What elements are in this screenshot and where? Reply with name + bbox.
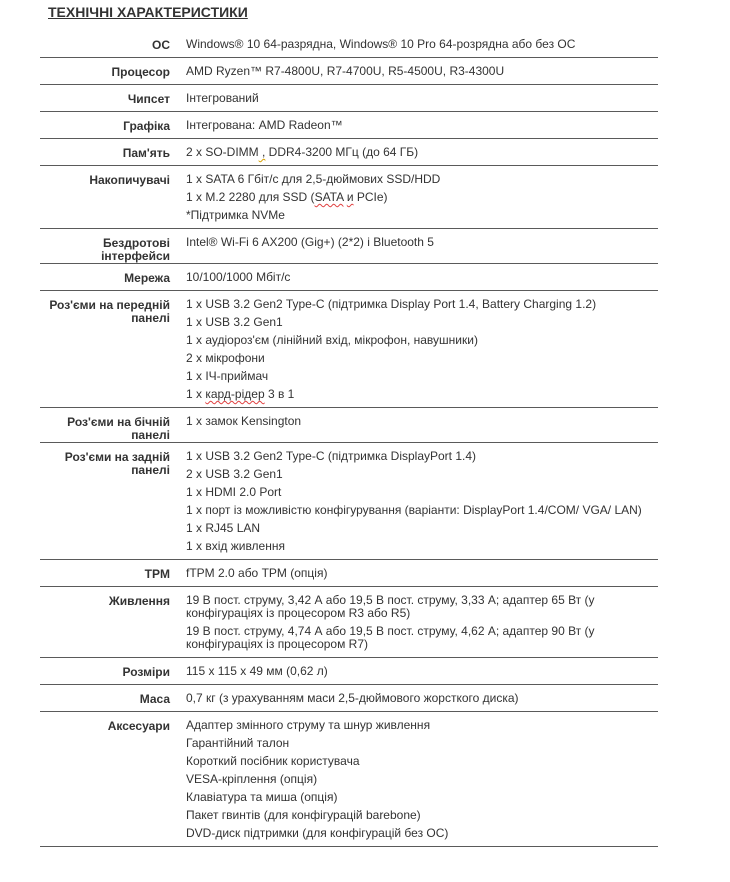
spec-value-line: 1 x RJ45 LAN <box>186 521 261 535</box>
spec-value-line: 1 x ІЧ-приймач <box>186 369 269 383</box>
spec-value <box>170 264 658 291</box>
spec-row <box>40 112 658 139</box>
spec-value-line: 1 x порт із можливістю конфігурування (варіанти: DisplayPort 1.4/COM/ VGA/ LAN) <box>186 503 642 517</box>
spec-value-line: 1 x кард-рідер 3 в 1 <box>186 387 295 401</box>
spellcheck-mark: и <box>346 190 354 204</box>
spec-label: Накопичувачі <box>89 173 170 187</box>
spec-value <box>170 166 658 229</box>
specs-table <box>40 31 658 847</box>
spec-value <box>170 58 658 85</box>
spec-value-line: Гарантійний талон <box>186 736 290 750</box>
spec-value-line: 1 x замок Kensington <box>186 414 302 428</box>
spec-row <box>40 712 658 847</box>
spec-value-line: 115 x 115 x 49 мм (0,62 л) <box>186 664 328 678</box>
specs-table-body <box>40 31 658 847</box>
spec-value-line: 1 x M.2 2280 для SSD (SATA и PCIe) <box>186 190 388 204</box>
spec-value-line: Пакет гвинтів (для конфігурацій barebone) <box>186 808 421 822</box>
spellcheck-mark: кард-рідер <box>205 387 265 401</box>
spec-label: Розміри <box>122 665 170 679</box>
spec-value-line: 0,7 кг (з урахуванням маси 2,5-дюймового жорсткого диска) <box>186 691 519 705</box>
spec-value-line: 1 x вхід живлення <box>186 539 285 553</box>
spec-label: ОС <box>152 38 170 52</box>
spec-value <box>170 31 658 58</box>
spec-value <box>170 85 658 112</box>
spec-row <box>40 229 658 264</box>
spec-value <box>170 229 658 264</box>
spec-value-line: *Підтримка NVMe <box>186 208 285 222</box>
grammar-mark: , <box>258 145 266 159</box>
spec-row <box>40 58 658 85</box>
spec-value-line: DVD-диск підтримки (для конфігурацій без ОС) <box>186 826 449 840</box>
spec-value-line: AMD Ryzen™ R7-4800U, R7-4700U, R5-4500U, R3-4300U <box>186 64 505 78</box>
spec-value <box>170 139 658 166</box>
spec-value-line: 2 x мікрофони <box>186 351 265 365</box>
spec-row <box>40 264 658 291</box>
spec-value-line: 1 x аудіороз'єм (лінійний вхід, мікрофон, навушники) <box>186 333 478 347</box>
spec-label: Графіка <box>123 119 170 133</box>
spec-label: Роз'єми на бічній панелі <box>67 415 170 442</box>
spec-row <box>40 85 658 112</box>
spec-row <box>40 31 658 58</box>
spec-label: Маса <box>139 692 170 706</box>
spec-value <box>170 291 658 408</box>
section-title: ТЕХНІЧНІ ХАРАКТЕРИСТИКИ <box>48 4 248 20</box>
spec-value-line: VESA-кріплення (опція) <box>186 772 318 786</box>
spec-row <box>40 443 658 560</box>
spec-value-line: 1 x USB 3.2 Gen1 <box>186 315 283 329</box>
spec-value <box>170 443 658 560</box>
spec-label: Пам'ять <box>122 146 170 160</box>
spec-row <box>40 166 658 229</box>
spec-value-line: 19 В пост. струму, 3,42 А або 19,5 В пост. струму, 3,33 А; адаптер 65 Вт (у конфігураціях із процесором R3 або R5) <box>186 593 595 620</box>
spec-label: Процесор <box>111 65 170 79</box>
spec-value-line: 2 x SO-DIMM , DDR4-3200 МГц (до 64 ГБ) <box>186 145 419 159</box>
spec-value-line: 2 x USB 3.2 Gen1 <box>186 467 283 481</box>
spec-row <box>40 291 658 408</box>
spec-value-line: 1 x USB 3.2 Gen2 Type-C (підтримка DisplayPort 1.4) <box>186 449 477 463</box>
spec-label: Живлення <box>108 594 170 608</box>
spec-label: Роз'єми на задній панелі <box>64 450 170 477</box>
spec-row <box>40 139 658 166</box>
spellcheck-mark: SATA <box>314 190 344 204</box>
spec-value-line: Клавіатура та миша (опція) <box>186 790 338 804</box>
spec-value <box>170 408 658 443</box>
spec-row <box>40 587 658 658</box>
spec-label: TPM <box>144 567 170 581</box>
spec-value-line: Короткий посібник користувача <box>186 754 360 768</box>
spec-label: Чипсет <box>127 92 170 106</box>
spec-value-line: Адаптер змінного струму та шнур живлення <box>186 718 431 732</box>
spec-row <box>40 560 658 587</box>
spec-value-line: 1 x SATA 6 Гбіт/с для 2,5-дюймових SSD/HDD <box>186 172 441 186</box>
spec-value-line: Інтегрована: AMD Radeon™ <box>186 118 343 132</box>
spec-value-line: Інтегрований <box>186 91 259 105</box>
spec-row <box>40 658 658 685</box>
spec-value-line: 10/100/1000 Мбіт/с <box>186 270 291 284</box>
spec-row <box>40 685 658 712</box>
spec-value <box>170 112 658 139</box>
spec-value <box>170 587 658 658</box>
spec-value-line: fTPM 2.0 або TPM (опція) <box>186 566 328 580</box>
spec-label: Мережа <box>124 271 170 285</box>
spec-value <box>170 560 658 587</box>
spec-label: Бездротові інтерфейси <box>101 236 170 263</box>
spec-value <box>170 658 658 685</box>
spec-value-line: 19 В пост. струму, 4,74 А або 19,5 В пост. струму, 4,62 А; адаптер 90 Вт (у конфігураціях із процесором R7) <box>186 624 595 651</box>
spec-row <box>40 408 658 443</box>
spec-value-line: Intel® Wi-Fi 6 AX200 (Gig+) (2*2) і Bluetooth 5 <box>186 235 434 249</box>
spec-value <box>170 712 658 847</box>
spec-value-line: 1 x USB 3.2 Gen2 Type-C (підтримка Display Port 1.4, Battery Charging 1.2) <box>186 297 597 311</box>
spec-value-line: Windows® 10 64-разрядна, Windows® 10 Pro 64-розрядна або без ОС <box>186 37 576 51</box>
spec-label: Аксесуари <box>107 719 170 733</box>
spec-value-line: 1 x HDMI 2.0 Port <box>186 485 282 499</box>
spec-value <box>170 685 658 712</box>
spec-label: Роз'єми на передній панелі <box>49 298 170 325</box>
